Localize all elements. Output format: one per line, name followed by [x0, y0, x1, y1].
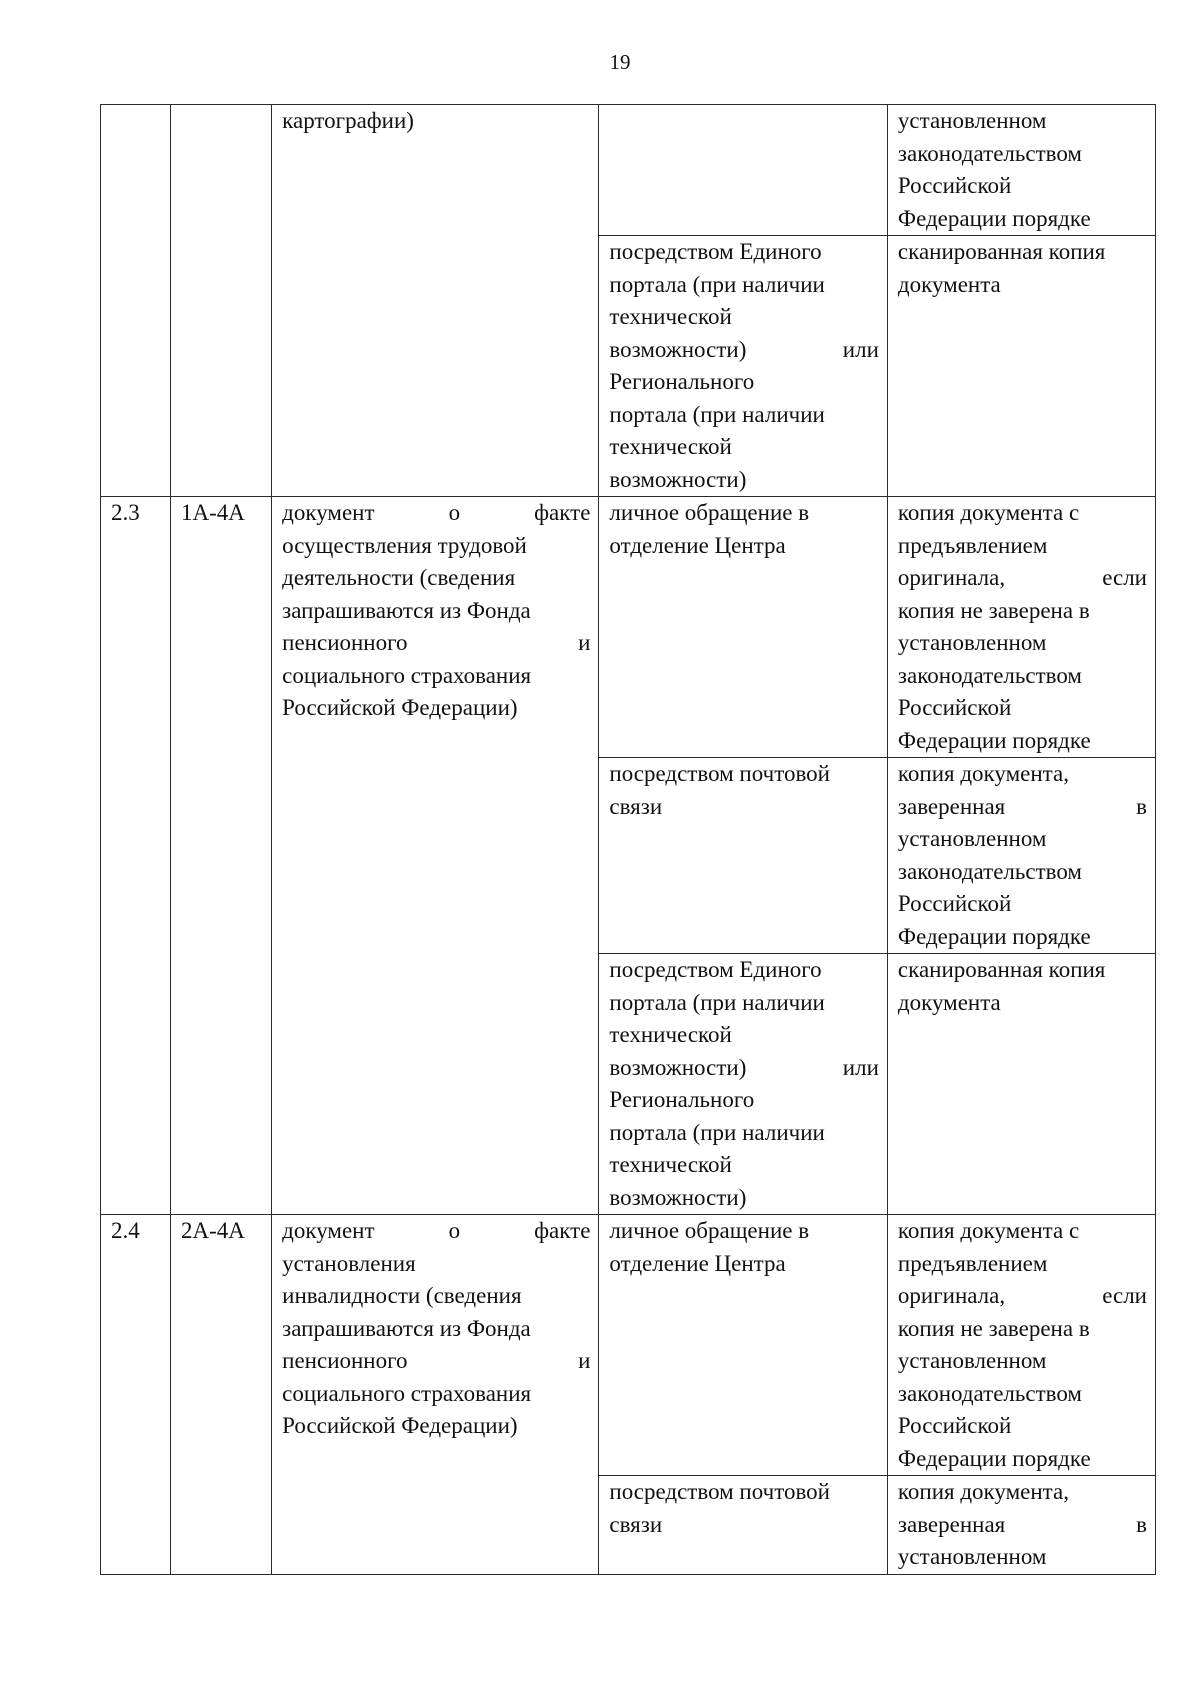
category-code-cell: 1А-4А: [170, 497, 271, 1215]
document-form-cell: [887, 236, 1155, 497]
cell-line: портала (при наличии: [609, 401, 825, 427]
document-form-cell: [887, 497, 1155, 758]
cell-line: технической: [609, 434, 732, 459]
cell-line: Федерации порядке: [897, 923, 1091, 949]
document-name-cell: [272, 497, 599, 1215]
submission-method-cell: [599, 758, 888, 954]
cell-line: законодательством: [897, 1380, 1082, 1406]
cell-line: копия не заверена в: [897, 1315, 1090, 1341]
row-number-cell: [101, 105, 171, 497]
row-number-cell: 2.3: [101, 497, 171, 1215]
cell-line: социального страхования: [282, 1380, 532, 1406]
document-form-cell: [887, 105, 1155, 236]
cell-line: установленном: [897, 630, 1047, 655]
cell-line: оригинала, если: [897, 1283, 1147, 1308]
cell-line: предъявлением: [897, 1250, 1048, 1276]
document-name-cell: [272, 105, 599, 497]
cell-line: запрашиваются из Фонда: [282, 597, 531, 623]
cell-line: деятельности (сведения: [282, 565, 516, 590]
document-form-cell: [887, 1215, 1155, 1476]
row-number-cell: 2.4: [101, 1215, 171, 1575]
cell-line: копия документа,: [897, 1479, 1069, 1504]
cell-line: законодательством: [897, 662, 1082, 688]
cell-line: предъявлением: [897, 532, 1048, 558]
submission-method-cell: [599, 105, 888, 236]
cell-line: Регионального: [609, 1087, 755, 1112]
cell-line: копия документа,: [897, 761, 1069, 786]
table-row: [101, 1215, 1156, 1476]
cell-line: технической: [609, 1022, 732, 1047]
cell-line: пенсионного и: [282, 1348, 591, 1373]
cell-line: копия документа с: [897, 500, 1080, 525]
document-form-cell: [887, 954, 1155, 1215]
cell-line: Российской: [897, 891, 1012, 916]
cell-line: осуществления трудовой: [282, 532, 527, 558]
cell-line: Российской: [897, 173, 1012, 198]
cell-line: заверенная в: [897, 793, 1147, 819]
cell-line: портала (при наличии: [609, 1119, 825, 1145]
cell-line: заверенная в: [897, 1511, 1147, 1537]
cell-line: установленном: [897, 1348, 1047, 1373]
category-code-cell: [170, 105, 271, 497]
cell-line: возможности): [609, 1184, 747, 1210]
document-name-cell: [272, 1215, 599, 1575]
cell-line: оригинала, если: [897, 565, 1147, 590]
documents-table: [100, 104, 1156, 1575]
cell-line: установленном: [897, 1544, 1047, 1569]
table-row: [101, 497, 1156, 758]
cell-line: документ о факте: [282, 1218, 591, 1243]
cell-line: Федерации порядке: [897, 1445, 1091, 1471]
cell-line: копия не заверена в: [897, 597, 1090, 623]
submission-method-cell: [599, 497, 888, 758]
cell-line: установленном: [897, 108, 1047, 133]
cell-line: технической: [609, 1152, 732, 1177]
cell-line: Регионального: [609, 369, 755, 394]
cell-line: отделение Центра: [609, 532, 786, 558]
cell-line: документ о факте: [282, 500, 591, 525]
document-form-cell: [887, 758, 1155, 954]
cell-line: Российской Федерации): [282, 695, 518, 720]
cell-line: запрашиваются из Фонда: [282, 1315, 531, 1341]
cell-line: технической: [609, 304, 732, 329]
cell-line: личное обращение в: [609, 500, 810, 525]
submission-method-cell: [599, 954, 888, 1215]
cell-line: возможности) или: [609, 336, 879, 362]
cell-line: социального страхования: [282, 662, 532, 688]
cell-line: Федерации порядке: [897, 205, 1091, 231]
category-code-cell: 2А-4А: [170, 1215, 271, 1575]
cell-line: картографии): [282, 108, 414, 133]
document-form-cell: [887, 1476, 1155, 1575]
submission-method-cell: [599, 1476, 888, 1575]
cell-line: портала (при наличии: [609, 989, 825, 1015]
cell-line: посредством почтовой: [609, 1479, 830, 1504]
cell-line: связи: [609, 1511, 663, 1537]
submission-method-cell: [599, 236, 888, 497]
cell-line: законодательством: [897, 858, 1082, 884]
cell-line: возможности) или: [609, 1054, 879, 1080]
cell-line: Российской: [897, 695, 1012, 720]
cell-line: установленном: [897, 826, 1047, 851]
cell-line: портала (при наличии: [609, 271, 825, 297]
cell-line: пенсионного и: [282, 630, 591, 655]
cell-line: Федерации порядке: [897, 727, 1091, 753]
table-row: [101, 105, 1156, 236]
cell-line: возможности): [609, 466, 747, 492]
cell-line: сканированная копия: [897, 957, 1106, 982]
page-number: 19: [609, 50, 631, 74]
submission-method-cell: [599, 1215, 888, 1476]
documents-table-body: [101, 105, 1156, 1575]
cell-line: связи: [609, 793, 663, 819]
cell-line: документа: [897, 271, 1001, 297]
cell-line: законодательством: [897, 140, 1082, 166]
cell-line: Российской Федерации): [282, 1413, 518, 1438]
cell-line: посредством Единого: [609, 239, 822, 264]
cell-line: документа: [897, 989, 1001, 1015]
cell-line: сканированная копия: [897, 239, 1106, 264]
cell-line: посредством Единого: [609, 957, 822, 982]
cell-line: отделение Центра: [609, 1250, 786, 1276]
cell-line: копия документа с: [897, 1218, 1080, 1243]
cell-line: инвалидности (сведения: [282, 1283, 522, 1308]
cell-line: установления: [282, 1250, 416, 1276]
cell-line: личное обращение в: [609, 1218, 810, 1243]
cell-line: посредством почтовой: [609, 761, 830, 786]
cell-line: Российской: [897, 1413, 1012, 1438]
